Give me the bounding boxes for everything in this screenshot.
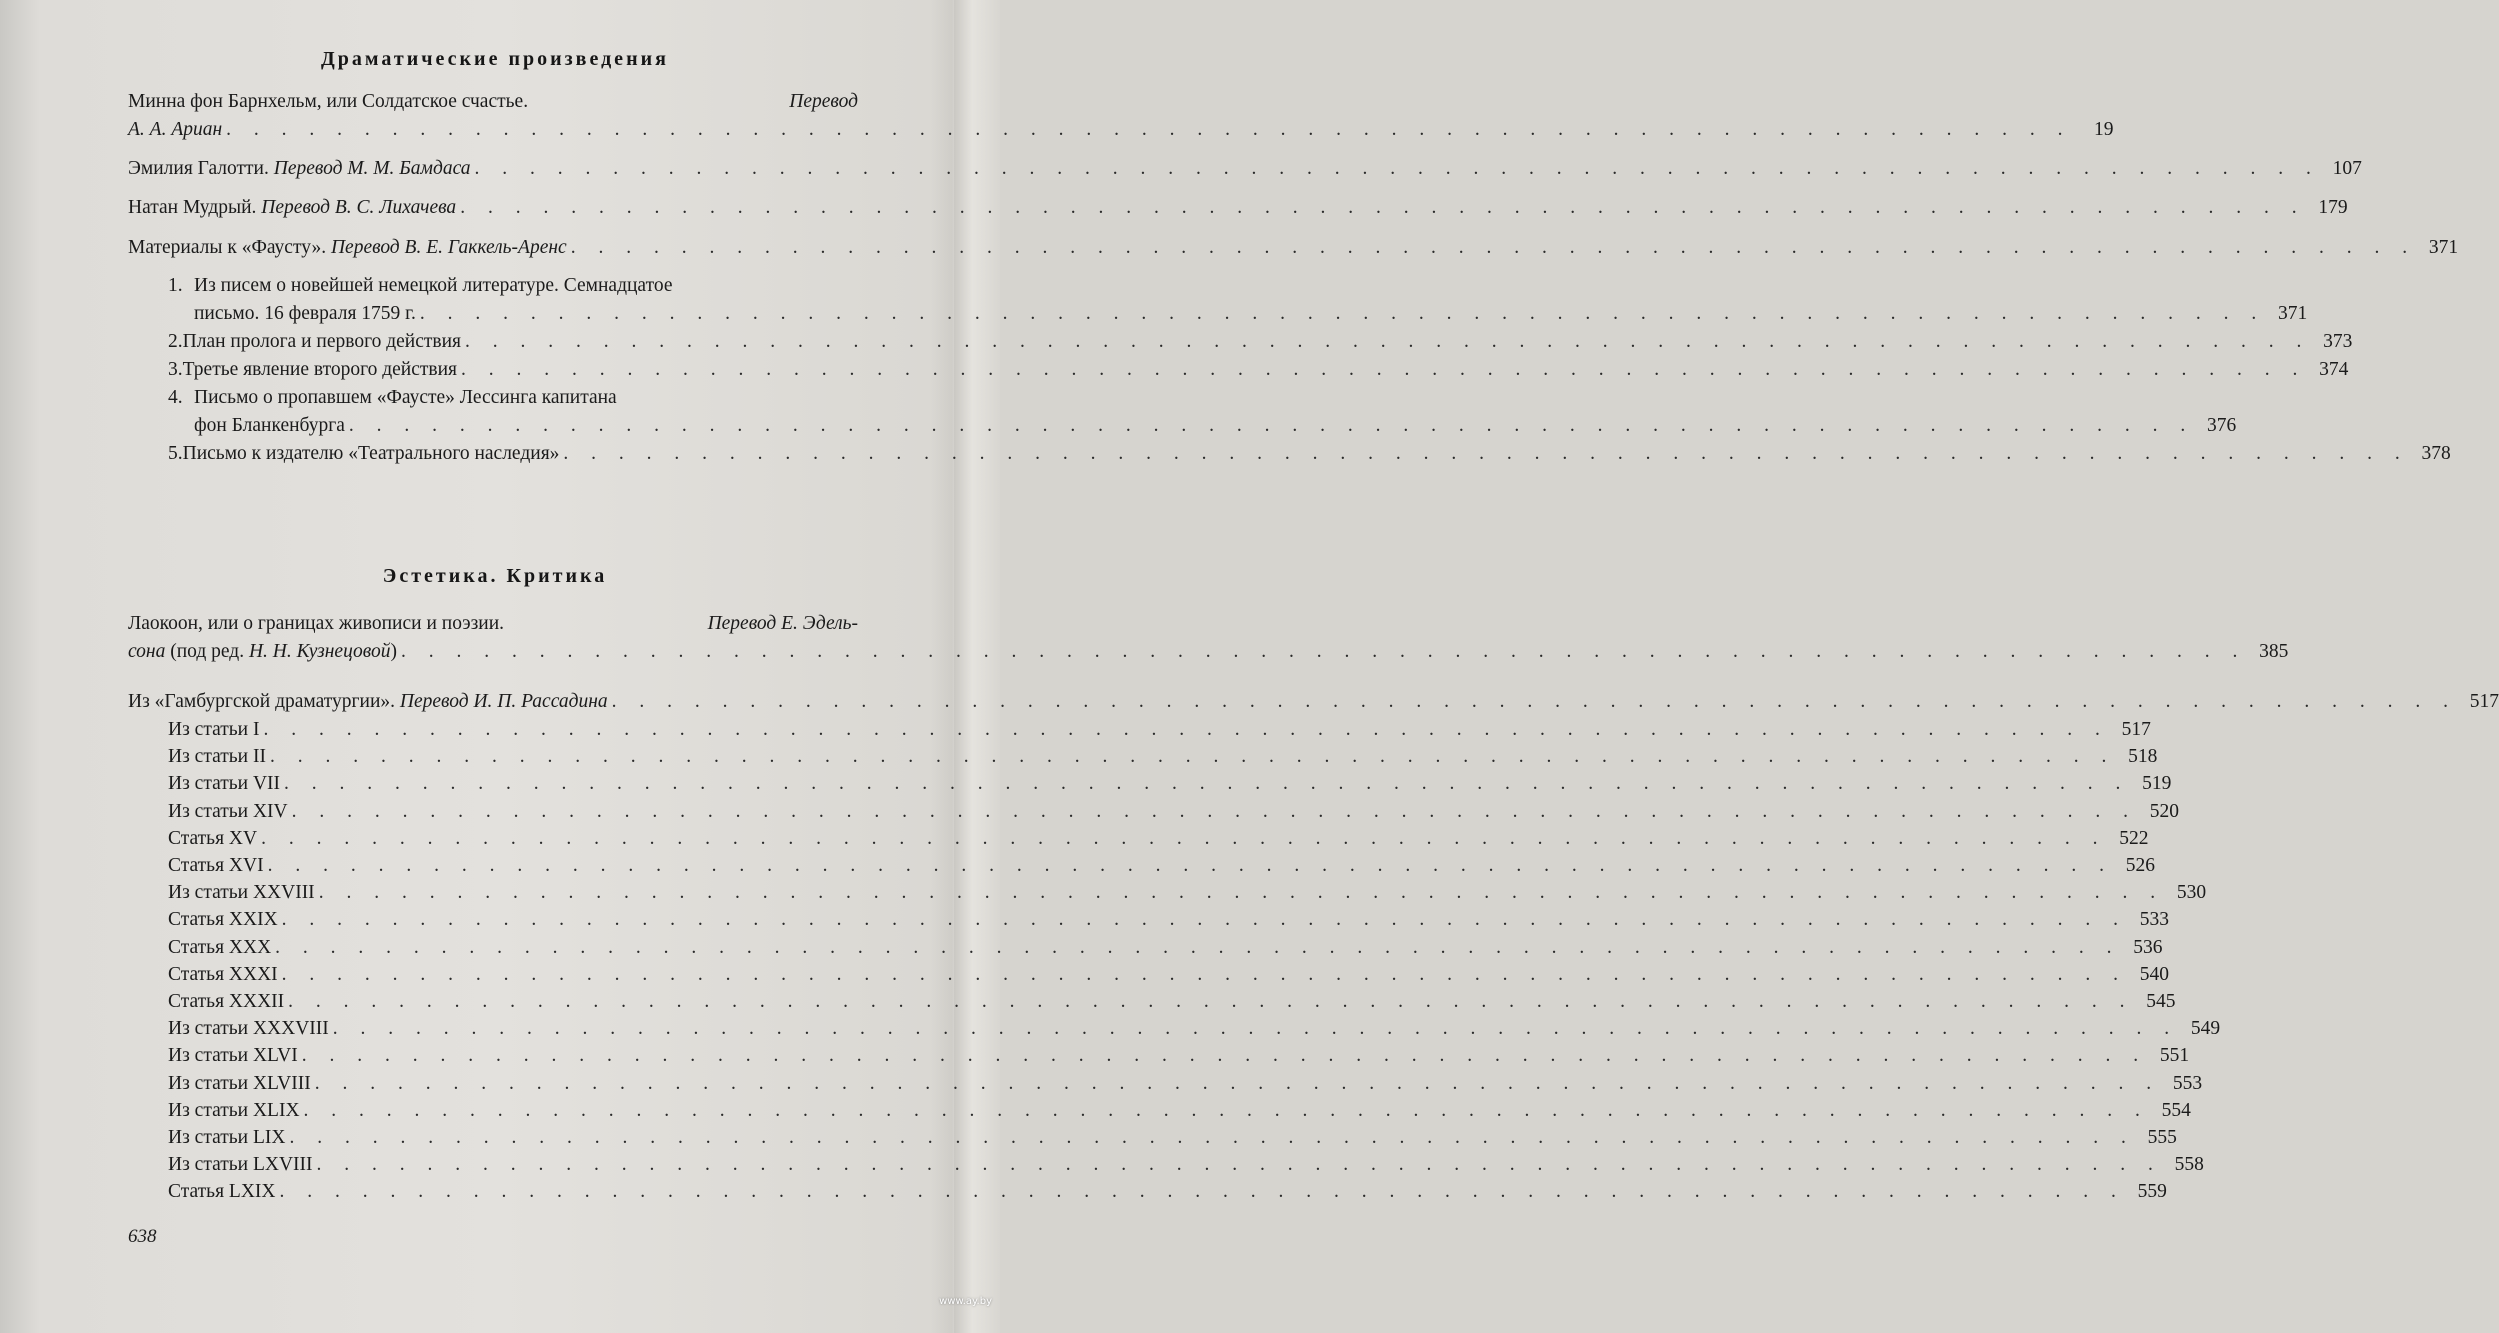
toc-article-entry <box>168 770 2172 798</box>
page-number: 549 <box>2190 1018 2221 1040</box>
watermark: www.ay.by <box>939 1296 992 1307</box>
page-number: 522 <box>2119 827 2149 849</box>
entry-title: Эмилия Галотти. <box>128 158 269 179</box>
dot-leader: . . . . . . . . . . . . . . . . . . . . . . . . . . . . . . . . . . . . . . . . . . . . . . . . . . . . . . . . . . . . . . . . . . . <box>314 1072 2161 1094</box>
article-title: Из статьи XLIX <box>168 1099 300 1121</box>
article-title: Из статьи XLVI <box>168 1045 298 1067</box>
dot-leader: . . . . . . . . . . . . . . . . . . . . . . . . . . . . . . . . . . . . . . . . . . . . . . . . . . . . . . . . . . . . . . . . . . . <box>318 882 2165 904</box>
dot-leader: . . . . . . . . . . . . . . . . . . . . . . . . . . . . . . . . . . . . . . . . . . . . . . . . . . . . . . . . . . . . . . . . . . . <box>226 119 2072 140</box>
page-folio: 638 <box>128 1226 157 1247</box>
page-number: 385 <box>2259 641 2289 662</box>
toc-article-entry <box>168 1151 2204 1179</box>
toc-article-entry <box>168 988 2176 1016</box>
dot-leader: . . . . . . . . . . . . . . . . . . . . . . . . . . . . . . . . . . . . . . . . . . . . . . . . . . . . . . . . . . . . . . . . . . . <box>563 443 2409 464</box>
article-title: Статья XXXI <box>168 963 278 985</box>
page-number: 553 <box>2172 1072 2203 1094</box>
dot-leader: . . . . . . . . . . . . . . . . . . . . . . . . . . . . . . . . . . . . . . . . . . . . . . . . . . . . . . . . . . . . . . . . . . . <box>267 855 2113 876</box>
entry-editor: Н. Н. Кузнецовой <box>248 641 391 662</box>
entry-title: Натан Мудрый. <box>128 197 257 218</box>
toc-entry <box>128 234 2459 262</box>
toc-article-entry <box>168 716 2151 744</box>
toc-article-entry <box>168 798 2179 826</box>
dot-leader: . . . . . . . . . . . . . . . . . . . . . . . . . . . . . . . . . . . . . . . . . . . . . . . . . . . . . . . . . . . . . . . . . . . <box>348 415 2195 436</box>
entry-translator: Перевод Е. Эдель- <box>707 613 858 634</box>
page-number: 19 <box>2094 119 2114 140</box>
dot-leader: . . . . . . . . . . . . . . . . . . . . . . . . . . . . . . . . . . . . . . . . . . . . . . . . . . . . . . . . . . . . . . . . . . . <box>570 237 2417 258</box>
toc-article-entry <box>168 961 2170 989</box>
article-title: Из статьи II <box>168 746 266 768</box>
toc-subentry <box>168 328 2353 356</box>
page-number: 530 <box>2176 882 2207 904</box>
entry-title: Из «Гамбургской драматургии». <box>128 691 396 712</box>
dot-leader: . . . . . . . . . . . . . . . . . . . . . . . . . . . . . . . . . . . . . . . . . . . . . . . . . . . . . . . . . . . . . . . . . . . <box>301 1045 2148 1067</box>
toc-article-entry <box>168 1070 2203 1098</box>
article-title: Статья LXIX <box>168 1181 276 1203</box>
page-number: 559 <box>2137 1181 2167 1203</box>
page-number: 371 <box>2428 237 2459 258</box>
dot-leader: . . . . . . . . . . . . . . . . . . . . . . . . . . . . . . . . . . . . . . . . . . . . . . . . . . . . . . . . . . . . . . . . . . . <box>291 800 2137 822</box>
dot-leader: . . . . . . . . . . . . . . . . . . . . . . . . . . . . . . . . . . . . . . . . . . . . . . . . . . . . . . . . . . . . . . . . . . . <box>401 641 2247 662</box>
item-number: 4. <box>168 387 183 408</box>
entry-title: Материалы к «Фаусту». <box>128 237 327 258</box>
dot-leader: . . . . . . . . . . . . . . . . . . . . . . . . . . . . . . . . . . . . . . . . . . . . . . . . . . . . . . . . . . . . . . . . . . . <box>289 1127 2135 1148</box>
article-title: Из статьи XIV <box>168 800 288 822</box>
article-title: Из статьи XLVIII <box>168 1072 311 1094</box>
toc-article-entry <box>168 825 2149 853</box>
page-number: 374 <box>2319 359 2349 380</box>
toc-article-entry <box>168 1097 2191 1125</box>
dot-leader: . . . . . . . . . . . . . . . . . . . . . . . . . . . . . . . . . . . . . . . . . . . . . . . . . . . . . . . . . . . . . . . . . . . <box>269 746 2116 768</box>
dot-leader: . . . . . . . . . . . . . . . . . . . . . . . . . . . . . . . . . . . . . . . . . . . . . . . . . . . . . . . . . . . . . . . . . . . <box>263 719 2109 740</box>
page-number: 371 <box>2277 303 2308 324</box>
article-title: Из статьи VII <box>168 773 281 795</box>
dot-leader: . . . . . . . . . . . . . . . . . . . . . . . . . . . . . . . . . . . . . . . . . . . . . . . . . . . . . . . . . . . . . . . . . . . <box>474 158 2320 179</box>
dot-leader: . . . . . . . . . . . . . . . . . . . . . . . . . . . . . . . . . . . . . . . . . . . . . . . . . . . . . . . . . . . . . . . . . . . <box>261 827 2107 849</box>
section-heading-drama: Драматические произведения <box>321 48 669 70</box>
toc-article-entry <box>168 1015 2221 1043</box>
article-title: Из статьи LIX <box>168 1127 286 1148</box>
toc-article-entry <box>168 879 2207 907</box>
entry-translator: Перевод М. М. Бамдаса <box>273 158 471 179</box>
article-title: Из статьи XXXVIII <box>168 1018 329 1040</box>
entry-title: Из писем о новейшей немецкой литературе. Семнадцатое <box>194 275 673 296</box>
entry-title: Письмо о пропавшем «Фаусте» Лессинга капитана <box>194 387 617 408</box>
entry-title: Письмо к издателю «Театрального наследия» <box>182 443 560 464</box>
page-number: 520 <box>2149 800 2179 822</box>
page-number: 555 <box>2147 1127 2177 1148</box>
dot-leader: . . . . . . . . . . . . . . . . . . . . . . . . . . . . . . . . . . . . . . . . . . . . . . . . . . . . . . . . . . . . . . . . . . . <box>332 1018 2179 1040</box>
page-number: 533 <box>2139 909 2170 931</box>
dot-leader: . . . . . . . . . . . . . . . . . . . . . . . . . . . . . . . . . . . . . . . . . . . . . . . . . . . . . . . . . . . . . . . . . . . <box>465 331 2311 352</box>
page-number: 376 <box>2207 415 2237 436</box>
item-number: 2. <box>168 331 183 352</box>
toc-entry <box>128 194 2348 222</box>
toc-article-entry <box>168 906 2170 934</box>
dot-leader: . . . . . . . . . . . . . . . . . . . . . . . . . . . . . . . . . . . . . . . . . . . . . . . . . . . . . . . . . . . . . . . . . . . <box>281 909 2128 931</box>
dot-leader: . . . . . . . . . . . . . . . . . . . . . . . . . . . . . . . . . . . . . . . . . . . . . . . . . . . . . . . . . . . . . . . . . . . <box>316 1154 2162 1176</box>
dot-leader: . . . . . . . . . . . . . . . . . . . . . . . . . . . . . . . . . . . . . . . . . . . . . . . . . . . . . . . . . . . . . . . . . . . <box>460 197 2306 218</box>
page-number: 519 <box>2142 773 2172 795</box>
page-number: 558 <box>2174 1154 2204 1176</box>
dot-leader: . . . . . . . . . . . . . . . . . . . . . . . . . . . . . . . . . . . . . . . . . . . . . . . . . . . . . . . . . . . . . . . . . . . <box>275 936 2121 958</box>
toc-article-entry <box>168 743 2158 771</box>
page-number: 526 <box>2125 855 2155 876</box>
article-title: Статья XV <box>168 827 258 849</box>
toc-article-entry <box>168 852 2155 880</box>
entry-editor-note: (под ред. <box>170 641 245 662</box>
entry-title: Минна фон Барнхельм, или Солдатское счастье. <box>128 91 529 112</box>
entry-title: письмо. 16 февраля 1759 г. <box>194 303 416 324</box>
dot-leader: . . . . . . . . . . . . . . . . . . . . . . . . . . . . . . . . . . . . . . . . . . . . . . . . . . . . . . . . . . . . . . . . . . . <box>419 303 2266 324</box>
article-title: Из статьи LXVIII <box>168 1154 313 1176</box>
page-number: 540 <box>2139 963 2170 985</box>
dot-leader: . . . . . . . . . . . . . . . . . . . . . . . . . . . . . . . . . . . . . . . . . . . . . . . . . . . . . . . . . . . . . . . . . . . <box>284 773 2130 795</box>
toc-subentry <box>168 272 2308 328</box>
page-number: 378 <box>2421 443 2451 464</box>
page-number: 536 <box>2133 936 2163 958</box>
article-title: Статья XXX <box>168 936 272 958</box>
item-number: 5. <box>168 443 183 464</box>
entry-paren: ) <box>390 641 398 662</box>
dot-leader: . . . . . . . . . . . . . . . . . . . . . . . . . . . . . . . . . . . . . . . . . . . . . . . . . . . . . . . . . . . . . . . . . . . <box>611 691 2458 712</box>
entry-translator: Перевод <box>789 91 858 112</box>
entry-translator: Перевод В. С. Лихачева <box>261 197 457 218</box>
entry-title: фон Бланкенбурга <box>194 415 345 436</box>
article-title: Статья XXIX <box>168 909 278 931</box>
section-heading-aesthetics: Эстетика. Критика <box>382 565 608 587</box>
entry-translator: Перевод В. Е. Гаккель-Аренс <box>330 237 567 258</box>
toc-article-entry <box>168 934 2163 962</box>
toc-subentry <box>168 384 2237 440</box>
dot-leader: . . . . . . . . . . . . . . . . . . . . . . . . . . . . . . . . . . . . . . . . . . . . . . . . . . . . . . . . . . . . . . . . . . . <box>279 1181 2125 1203</box>
dot-leader: . . . . . . . . . . . . . . . . . . . . . . . . . . . . . . . . . . . . . . . . . . . . . . . . . . . . . . . . . . . . . . . . . . . <box>461 359 2307 380</box>
toc-entry <box>128 688 2499 716</box>
entry-title: План пролога и первого действия <box>182 331 462 352</box>
dot-leader: . . . . . . . . . . . . . . . . . . . . . . . . . . . . . . . . . . . . . . . . . . . . . . . . . . . . . . . . . . . . . . . . . . . <box>281 963 2128 985</box>
entry-translator: А. А. Ариан <box>128 119 223 140</box>
toc-subentry <box>168 440 2451 468</box>
entry-title: Лаокоон, или о границах живописи и поэзии. <box>128 613 505 634</box>
page-number: 518 <box>2128 746 2158 768</box>
entry-translator: сона <box>128 641 166 662</box>
toc-entry <box>128 88 2114 144</box>
toc-entry <box>128 155 2362 183</box>
dot-leader: . . . . . . . . . . . . . . . . . . . . . . . . . . . . . . . . . . . . . . . . . . . . . . . . . . . . . . . . . . . . . . . . . . . <box>288 991 2134 1012</box>
page-number: 517 <box>2469 691 2499 712</box>
item-number: 1. <box>168 275 183 296</box>
page-number: 517 <box>2121 719 2151 740</box>
toc-article-entry <box>168 1178 2167 1206</box>
page-number: 179 <box>2318 197 2348 218</box>
toc-article-entry <box>168 1042 2190 1070</box>
toc-subentry <box>168 356 2349 384</box>
page-number: 554 <box>2161 1099 2191 1121</box>
entry-title: Третье явление второго действия <box>182 359 458 380</box>
dot-leader: . . . . . . . . . . . . . . . . . . . . . . . . . . . . . . . . . . . . . . . . . . . . . . . . . . . . . . . . . . . . . . . . . . . <box>303 1099 2149 1121</box>
page-number: 551 <box>2159 1045 2190 1067</box>
article-title: Из статьи I <box>168 719 260 740</box>
toc-entry <box>128 610 2289 666</box>
item-number: 3. <box>168 359 183 380</box>
page-number: 373 <box>2323 331 2353 352</box>
article-title: Статья XXXII <box>168 991 285 1012</box>
article-title: Статья XVI <box>168 855 264 876</box>
article-title: Из статьи XXVIII <box>168 882 315 904</box>
toc-article-entry <box>168 1124 2177 1152</box>
entry-translator: Перевод И. П. Рассадина <box>399 691 608 712</box>
page-number: 545 <box>2146 991 2176 1012</box>
page-number: 107 <box>2332 158 2362 179</box>
